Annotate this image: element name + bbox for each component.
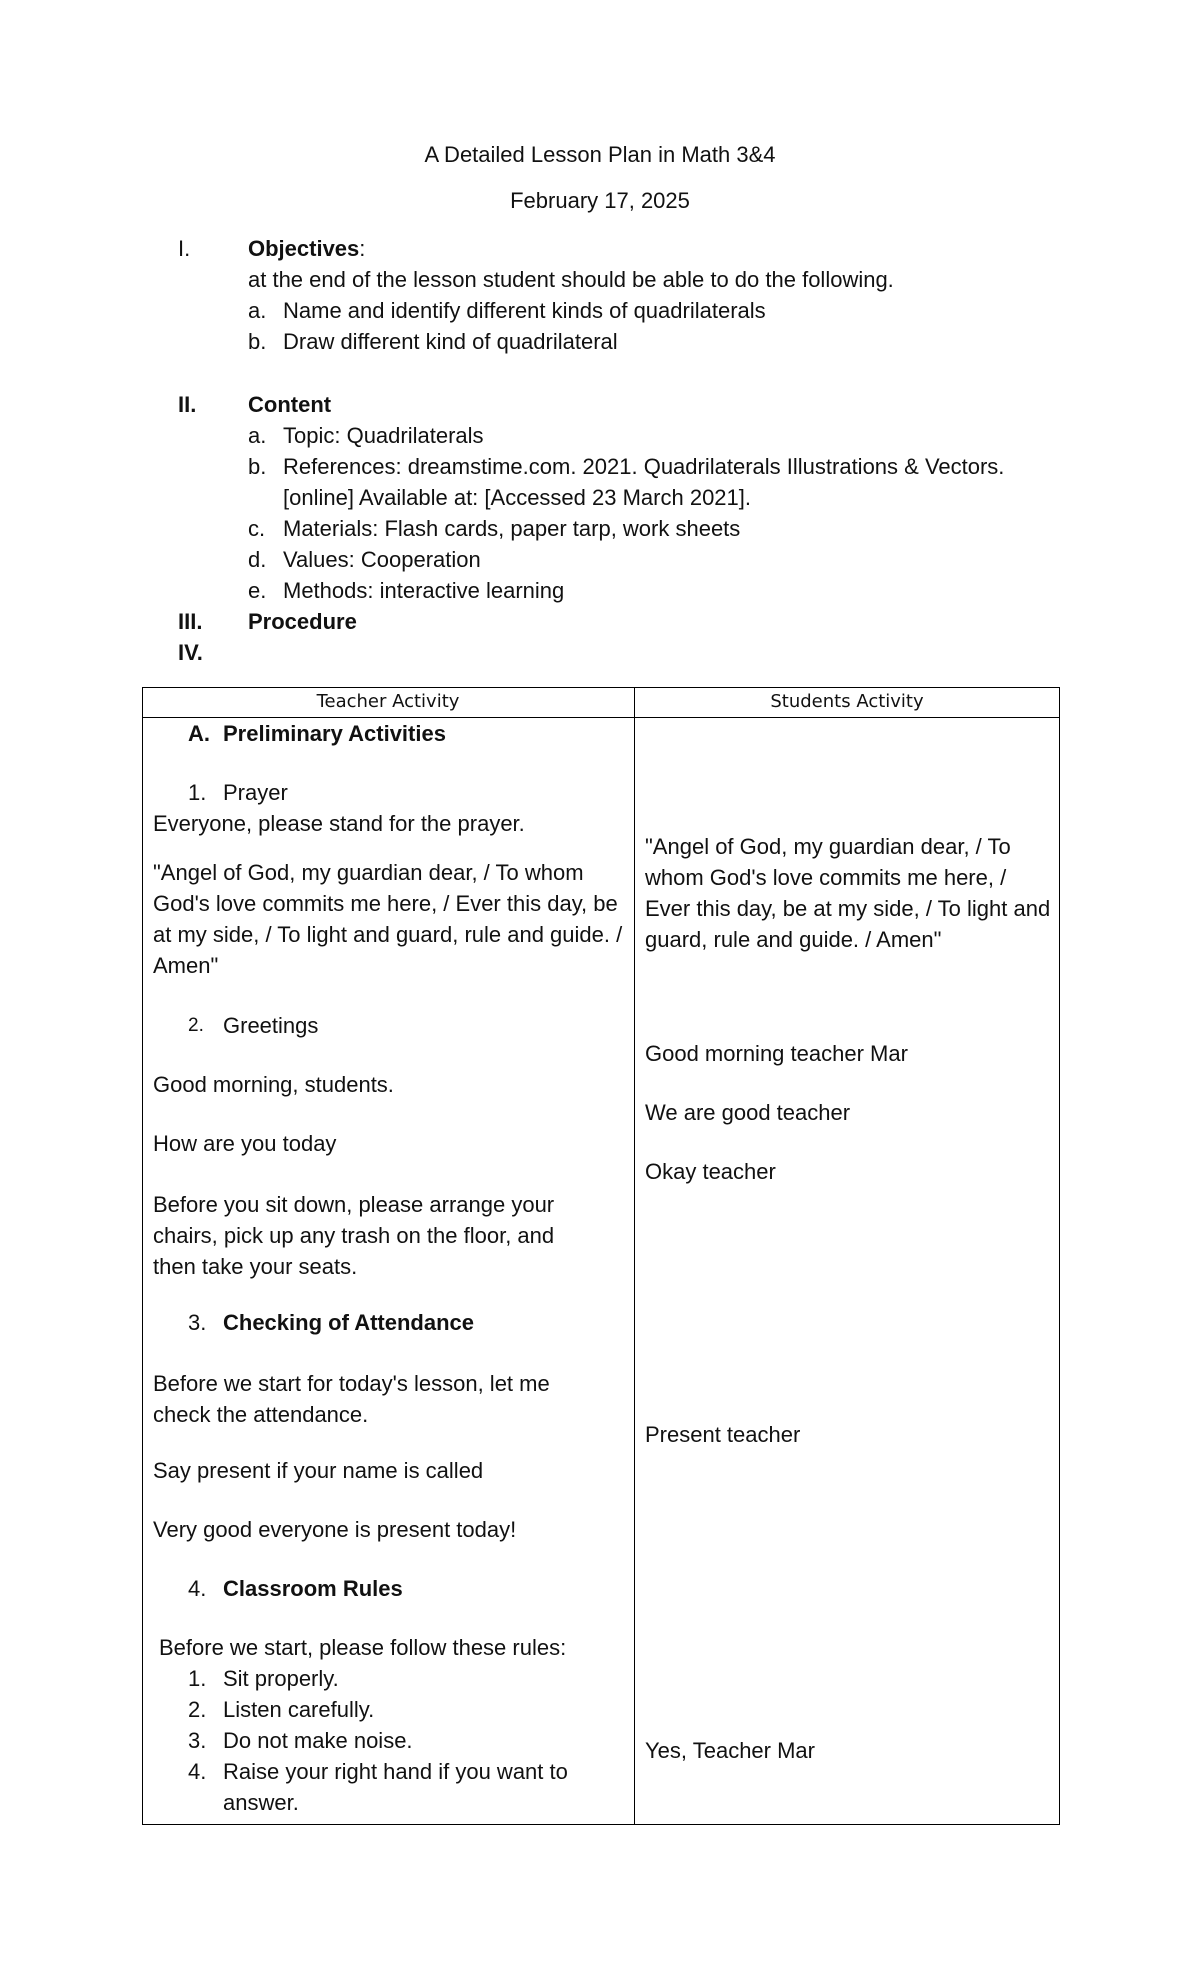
teacher-activity-header: Teacher Activity: [316, 691, 460, 712]
prayer-title: Prayer: [223, 780, 288, 805]
list-marker: 2.: [188, 1015, 204, 1036]
list-marker: c.: [248, 516, 266, 541]
content-item: Methods: interactive learning: [283, 578, 565, 603]
content-item-continued: [online] Available at: [Accessed 23 March 2021].: [283, 485, 751, 510]
list-marker: a.: [248, 298, 267, 323]
list-marker: 2.: [188, 1697, 207, 1722]
objectives-title: Objectives: [248, 236, 360, 261]
objective-item: Draw different kind of quadrilateral: [283, 329, 618, 354]
content-item: Materials: Flash cards, paper tarp, work sheets: [283, 516, 741, 541]
list-marker: 1.: [188, 1666, 207, 1691]
content-item: Topic: Quadrilaterals: [283, 423, 484, 448]
section-numeral: IV.: [178, 640, 203, 665]
rule-item-continued: answer.: [223, 1790, 299, 1815]
section-numeral: I.: [178, 236, 191, 261]
student-present: Present teacher: [645, 1422, 801, 1447]
very-good-line: Very good everyone is present today!: [153, 1517, 517, 1542]
greetings-title: Greetings: [223, 1013, 319, 1038]
rules-intro: Before we start, please follow these rules:: [159, 1635, 567, 1660]
student-yes: Yes, Teacher Mar: [645, 1738, 815, 1763]
list-marker: a.: [248, 423, 267, 448]
objective-item: Name and identify different kinds of quadrilaterals: [283, 298, 766, 323]
section-numeral: III.: [178, 609, 203, 634]
list-marker: e.: [248, 578, 267, 603]
list-marker: b.: [248, 329, 267, 354]
document-title: A Detailed Lesson Plan in Math 3&4: [424, 142, 776, 167]
student-prayer-text: "Angel of God, my guardian dear, / To whom God's love commits me here, / Ever this day, be at my side, / To light and guard, rule and guide. / Amen": [645, 834, 1051, 952]
preliminary-activities-title: Preliminary Activities: [223, 721, 446, 746]
list-marker: b.: [248, 454, 267, 479]
attendance-text: Before we start for today's lesson, let me check the attendance.: [153, 1371, 550, 1427]
say-present-line: Say present if your name is called: [153, 1458, 484, 1483]
student-good: We are good teacher: [645, 1100, 851, 1125]
student-okay: Okay teacher: [645, 1159, 776, 1184]
document-date: February 17, 2025: [510, 188, 690, 213]
table-header-divider: [142, 717, 1060, 718]
procedure-title: Procedure: [248, 609, 357, 634]
list-marker: 1.: [188, 780, 207, 805]
rule-item: Listen carefully.: [223, 1697, 375, 1722]
teacher-prayer-text: "Angel of God, my guardian dear, / To whom God's love commits me here, / Ever this day, be at my side, / To light and guard, rule and guide. / Amen": [153, 860, 623, 978]
content-item: Values: Cooperation: [283, 547, 481, 572]
rule-item: Raise your right hand if you want to: [223, 1759, 568, 1784]
content-title: Content: [248, 392, 332, 417]
how-are-you-line: How are you today: [153, 1131, 337, 1156]
arrange-chairs-text: Before you sit down, please arrange your chairs, pick up any trash on the floor, and then take your seats.: [153, 1192, 555, 1279]
objectives-heading: [248, 236, 365, 262]
list-marker: 3.: [188, 1728, 207, 1753]
list-marker: d.: [248, 547, 267, 572]
classroom-rules-title: Classroom Rules: [223, 1576, 403, 1601]
list-marker: 3.: [188, 1310, 207, 1335]
greeting-line: Good morning, students.: [153, 1072, 394, 1097]
rule-item: Do not make noise.: [223, 1728, 413, 1753]
objectives-colon: :: [359, 236, 366, 261]
student-greeting: Good morning teacher Mar: [645, 1041, 908, 1066]
objectives-intro: at the end of the lesson student should be able to do the following.: [248, 267, 894, 292]
rule-item: Sit properly.: [223, 1666, 339, 1691]
list-marker: 4.: [188, 1759, 207, 1784]
content-item: References: dreamstime.com. 2021. Quadrilaterals Illustrations & Vectors.: [283, 454, 1005, 479]
list-marker: 4.: [188, 1576, 207, 1601]
prayer-instruction: Everyone, please stand for the prayer.: [153, 811, 525, 836]
attendance-title: Checking of Attendance: [223, 1310, 474, 1335]
students-activity-header: Students Activity: [770, 691, 924, 712]
section-marker: A.: [188, 721, 210, 746]
section-numeral: II.: [178, 392, 197, 417]
table-column-divider: [634, 687, 635, 1825]
